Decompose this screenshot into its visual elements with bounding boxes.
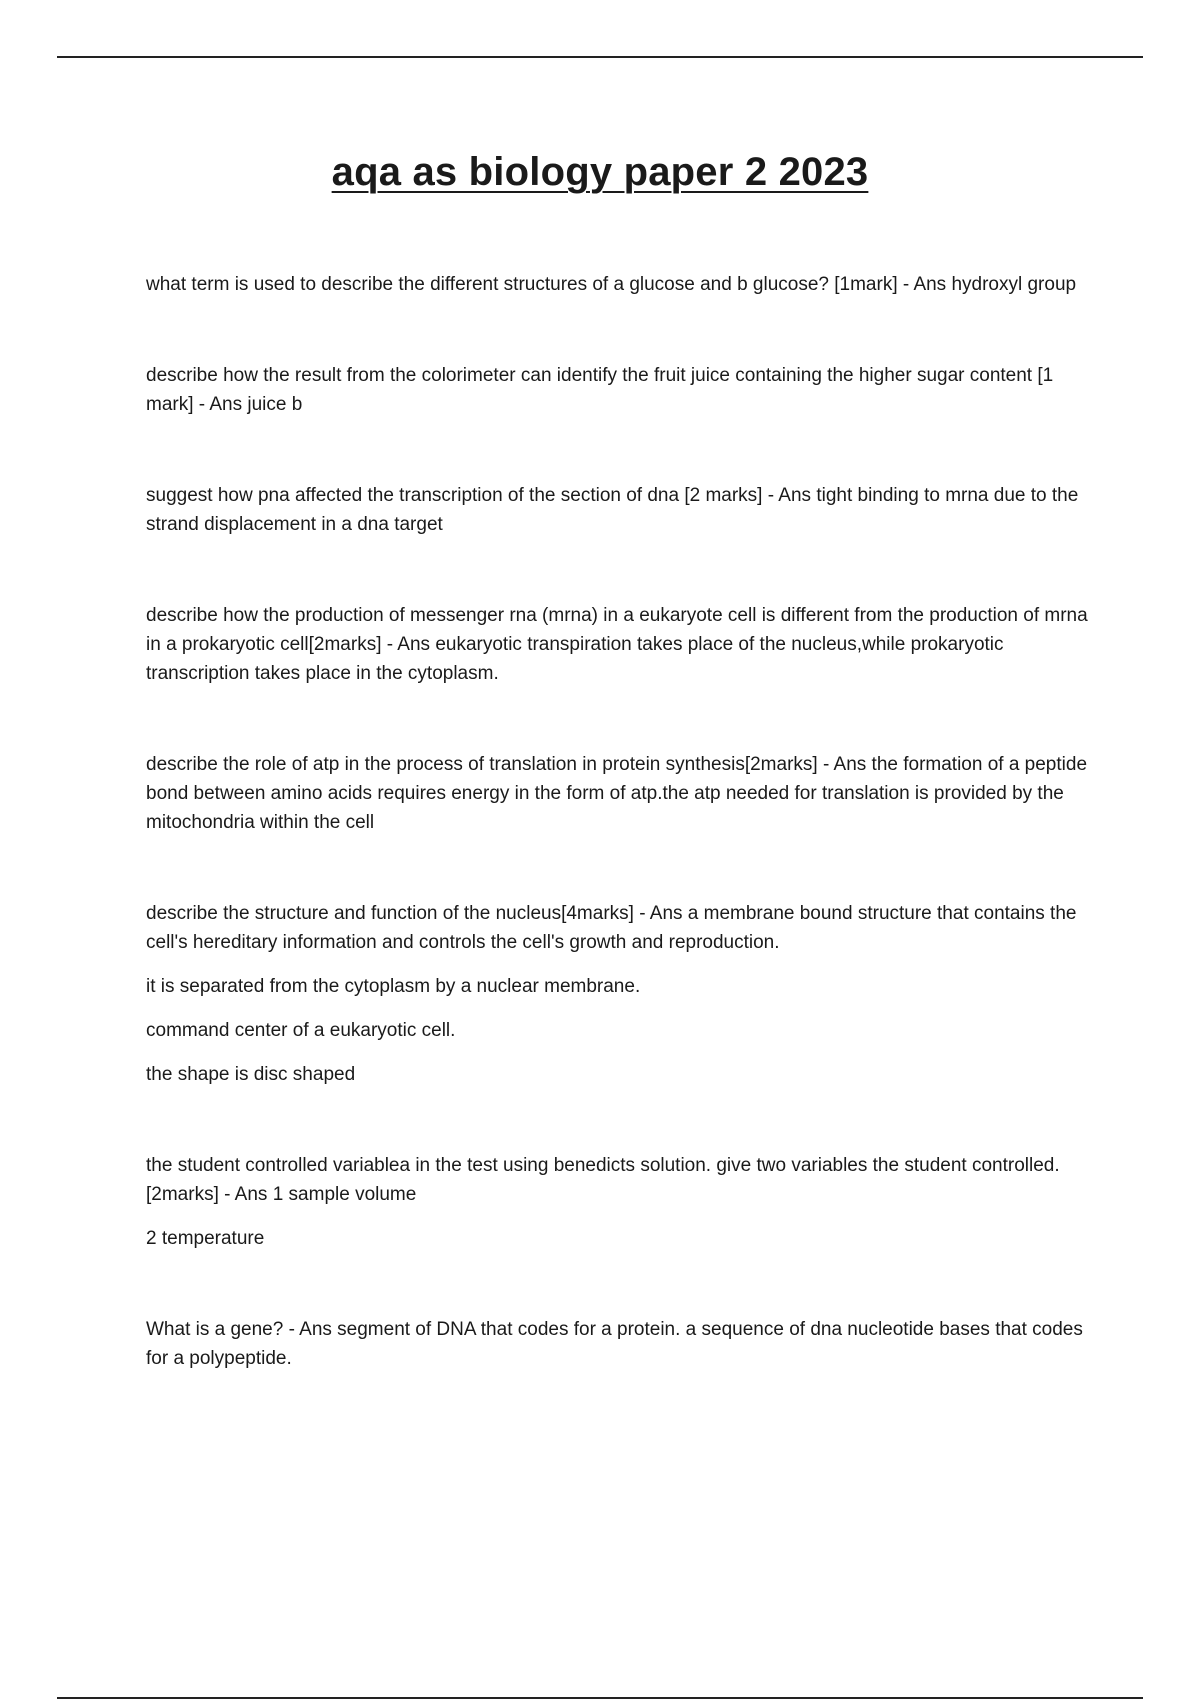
qa-item-1 [146, 270, 1096, 299]
qa-text: the student controlled variablea in the test using benedicts solution. give two variables the student controlled.[2marks] - Ans 1 sample volume [146, 1155, 1060, 1205]
qa-text: What is a gene? - Ans segment of DNA that codes for a protein. a sequence of dna nucleotide bases that codes for a polypeptide. [146, 1319, 1083, 1369]
qa-item-4 [146, 601, 1096, 688]
qa-text: describe how the result from the colorimeter can identify the fruit juice containing the higher sugar content [1 mark] - Ans juice b [146, 365, 1054, 415]
header-rule [57, 56, 1143, 58]
qa-text: suggest how pna affected the transcription of the section of dna [2 marks] - Ans tight binding to mrna due to the strand displacement in a dna target [146, 485, 1079, 535]
qa-item-7 [146, 1151, 1096, 1253]
qa-text: describe how the production of messenger rna (mrna) in a eukaryote cell is different from the production of mrna in a prokaryotic cell[2marks] - Ans eukaryotic transpiration takes place of the nucleus,while prokaryotic transcription takes place in the cytoplasm. [146, 605, 1088, 684]
qa-item-2 [146, 361, 1096, 419]
qa-text: what term is used to describe the different structures of a glucose and b glucose? [1mark] - Ans hydroxyl group [146, 274, 1077, 295]
qa-item-8 [146, 1315, 1096, 1373]
footer-rule [57, 1697, 1143, 1699]
qa-text: 2 temperature [146, 1228, 265, 1249]
qa-text: describe the role of atp in the process of translation in protein synthesis[2marks] - Ans the formation of a peptide bond between amino acids requires energy in the form of atp.the atp needed for translation is provided by the mitochondria within the cell [146, 754, 1088, 833]
page-title: aqa as biology paper 2 2023 [331, 150, 869, 194]
qa-item-5 [146, 750, 1096, 837]
qa-text: the shape is disc shaped [146, 1064, 356, 1085]
qa-list [146, 270, 1096, 1435]
qa-text: command center of a eukaryotic cell. [146, 1020, 456, 1041]
qa-text: it is separated from the cytoplasm by a nuclear membrane. [146, 976, 641, 997]
qa-item-6 [146, 899, 1096, 1089]
qa-item-3 [146, 481, 1096, 539]
qa-text: describe the structure and function of the nucleus[4marks] - Ans a membrane bound structure that contains the cell's hereditary information and controls the cell's growth and reproduction. [146, 903, 1077, 953]
